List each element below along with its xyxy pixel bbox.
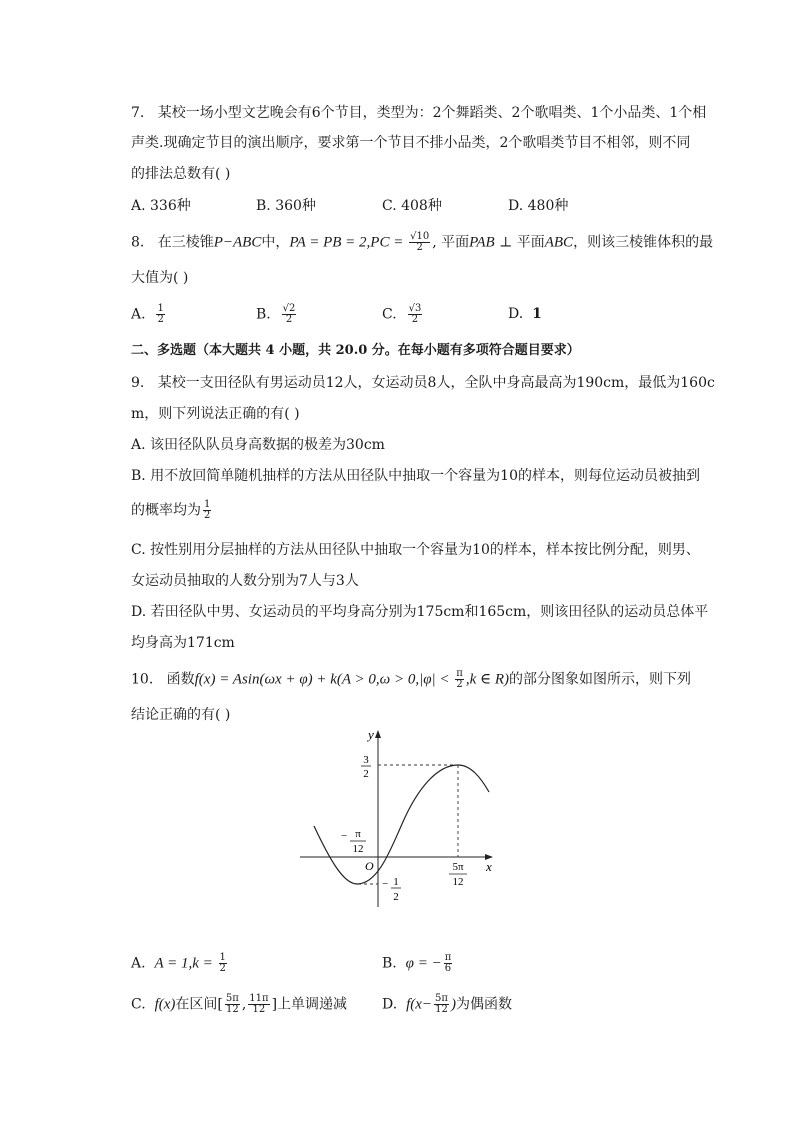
- q8-pabc: P−ABC: [213, 234, 262, 251]
- q8-pab: PAB: [469, 234, 495, 251]
- q9-option-b-line1: B. 用不放回简单随机抽样的方法从田径队中抽取一个容量为10的样本，则每位运动员被抽到: [131, 468, 701, 484]
- q10-text-b: 的部分图象如图所示，则下列: [509, 671, 692, 688]
- y-axis-label: y: [368, 727, 374, 742]
- x-right-denominator: 12: [452, 876, 464, 888]
- q8-text-c: , 平面: [432, 234, 470, 251]
- q10-line2: 结论正确的有( ): [131, 707, 231, 723]
- q7-line1: [131, 103, 706, 123]
- q8-option-d: D. 1: [508, 306, 542, 322]
- q10-line1: [131, 669, 691, 690]
- q10-formula-end: ,k ∈ R): [465, 671, 510, 688]
- q9-option-b-fraction: $\frac{1}{2}$: [204, 499, 211, 521]
- x-axis-label: x: [486, 859, 492, 874]
- q8-pa-eq: PA = PB = 2,PC =: [289, 234, 408, 251]
- y-axis-arrow-icon: [375, 730, 381, 738]
- q10-option-d: D. f(x− $\frac{5\pi}{12}$ )为偶函数: [382, 993, 512, 1015]
- q10-phi-fraction: $\frac{\pi}{2}$: [456, 668, 463, 690]
- q10-formula: f(x) = Asin(ωx + φ) + k(A > 0,ω > 0,|φ| <: [194, 671, 454, 688]
- q10-number: 10.: [131, 671, 154, 688]
- y-max-denominator: 2: [363, 768, 369, 780]
- q9-option-a: A. 该田径队队员身高数据的极差为30cm: [131, 437, 385, 453]
- q7-line3: 的排法总数有( ): [131, 166, 231, 182]
- q7-line2: 声类.现确定节目的演出顺序，要求第一个节目不排小品类，2个歌唱类节目不相邻，则不同: [131, 135, 691, 151]
- q8-perp: ⊥ 平面: [494, 234, 545, 251]
- q8-option-a: A. $\frac{1}{2}$: [131, 303, 164, 325]
- q9-text-line1: 某校一支田径队有男运动员12人，女运动员8人，全队中身高最高为190cm，最低为160c: [157, 375, 715, 391]
- q9-line1: [131, 373, 715, 393]
- q9-option-b-line2: 的概率均为 $\frac{1}{2}$: [131, 499, 211, 521]
- q9-option-c-line1: C. 按性别用分层抽样的方法从田径队中抽取一个容量为10的样本，样本按比例分配，则男、: [131, 542, 700, 558]
- q8-pc-fraction: $\frac{√10}{2}$: [410, 231, 430, 253]
- q8-option-b: B. $\frac{√2}{2}$: [256, 303, 296, 325]
- q8-text-b: 中，: [261, 234, 290, 251]
- q9-number: 9.: [131, 375, 145, 391]
- q8-text-d: ，则该三棱锥体积的最: [573, 234, 714, 251]
- y-max-numerator: 3: [363, 754, 369, 766]
- q8-line2: 大值为( ): [131, 270, 189, 286]
- q8-abc: ABC: [544, 234, 574, 251]
- x-left-denominator: 12: [352, 843, 364, 855]
- q10-option-c: C. f(x)在区间[ $\frac{5\pi}{12}$ , $\frac{11\pi}{12}$ ]上单调递减: [131, 993, 348, 1015]
- q8-line1: [131, 232, 713, 253]
- q8-text-a: 在三棱锥: [157, 234, 214, 251]
- q8-number: 8.: [131, 234, 145, 251]
- q9-option-d-line1: D. 若田径队中男、女运动员的平均身高分别为175cm和165cm，则该田径队的运动员总体平: [131, 604, 709, 620]
- q7-option-b: B. 360种: [256, 198, 316, 214]
- x-right-numerator: 5π: [452, 861, 464, 873]
- q7-number: 7.: [131, 105, 145, 121]
- q9-option-c-line2: 女运动员抽取的人数分别为7人与3人: [131, 573, 359, 589]
- q7-option-a: A. 336种: [131, 198, 191, 214]
- y-min-numerator: 1: [393, 876, 399, 888]
- y-min-sign: −: [382, 878, 389, 890]
- origin-label: O: [365, 859, 374, 873]
- q8-option-c: C. $\frac{√3}{2}$: [382, 303, 422, 325]
- section2-title: 二、多选题（本大题共 4 小题，共 20.0 分。在每小题有多项符合题目要求）: [131, 343, 580, 358]
- x-left-numerator: π: [355, 828, 361, 840]
- x-left-sign: −: [341, 830, 348, 842]
- q9-line2: m，则下列说法正确的有( ): [131, 406, 300, 422]
- q7-option-d: D. 480种: [508, 198, 569, 214]
- q7-option-c: C. 408种: [382, 198, 442, 214]
- q10-option-a: A. A = 1,k = $\frac{1}{2}$: [131, 952, 226, 974]
- q7-text-line1: 某校一场小型文艺晚会有6个节目，类型为：2个舞蹈类、2个歌唱类、1个小品类、1个相: [157, 105, 707, 121]
- q9-option-d-line2: 均身高为171cm: [131, 635, 235, 651]
- q10-text-a: 函数: [166, 671, 195, 688]
- q10-option-b: B. φ = − $\frac{\pi}{6}$: [382, 952, 452, 974]
- y-min-denominator: 2: [393, 891, 399, 903]
- q10-graph: [290, 725, 510, 915]
